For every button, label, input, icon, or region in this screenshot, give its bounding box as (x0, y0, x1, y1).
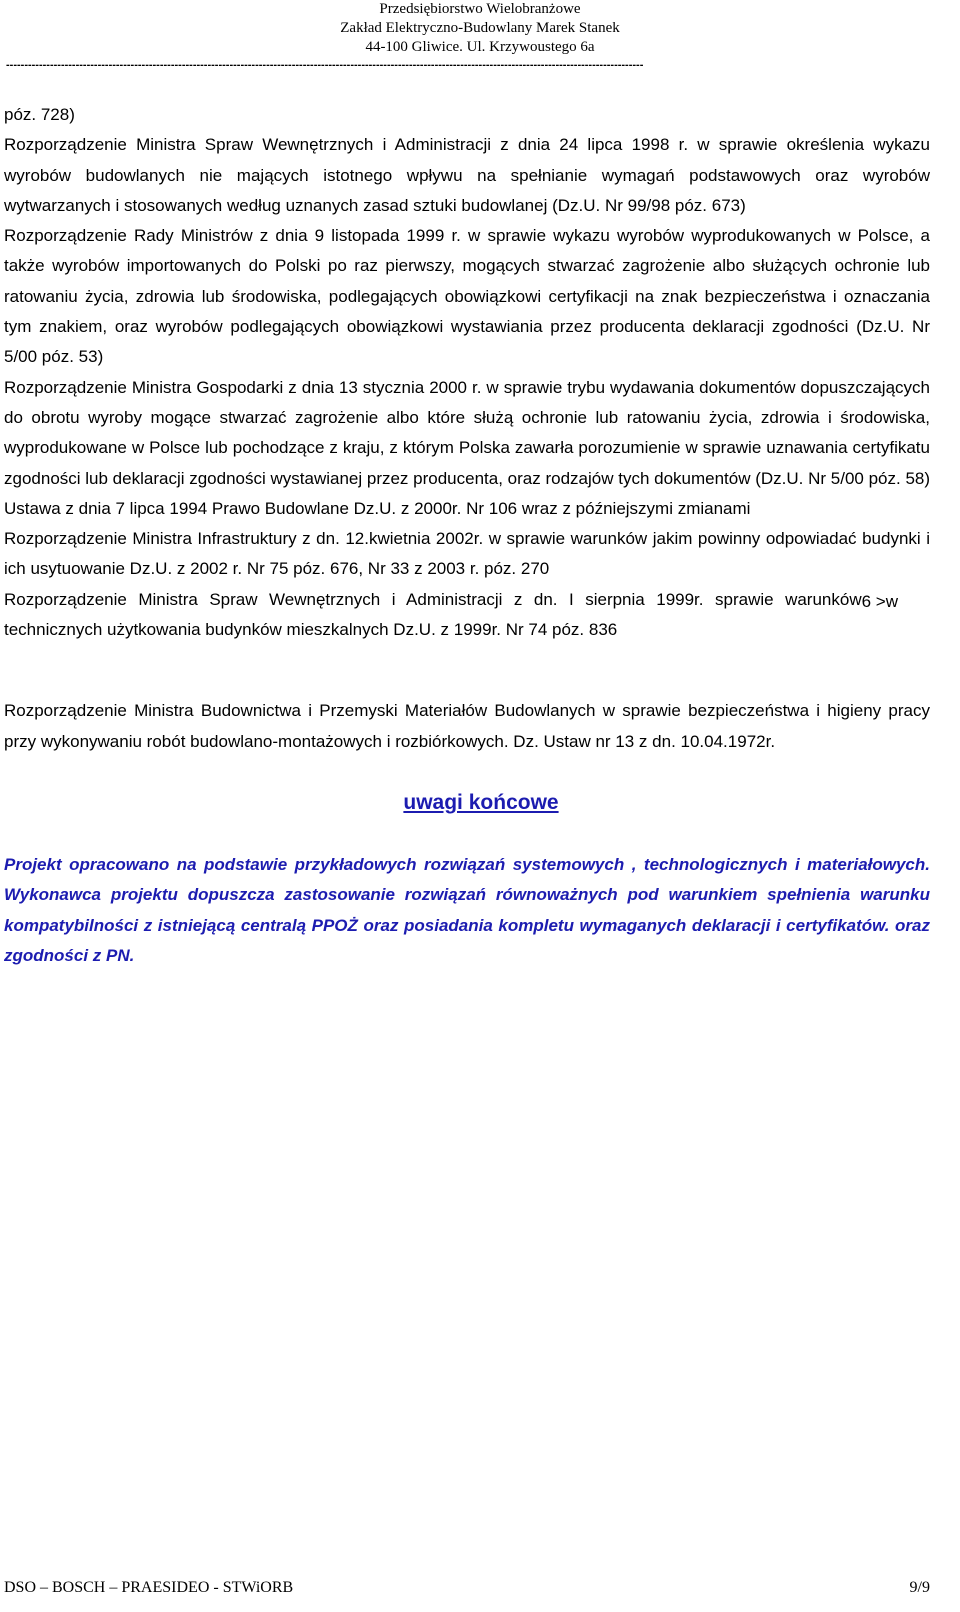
regulation-text: Rozporządzenie Ministra Spraw Wewnętrznych i Administracji z dn. I sierpnia 1999r. sprawie warunków technicznych użytkowania budynków mieszkalnych Dz.U. z 1999r. Nr 74 póz. 836 (4, 589, 862, 640)
spacer (4, 818, 930, 850)
spacer (4, 645, 930, 696)
stray-text: 6 >w (861, 591, 898, 611)
regulation-paragraph: Rozporządzenie Ministra Spraw Wewnętrznych i Administracji z dnia 24 lipca 1998 r. w sprawie określenia wykazu wyrobów budowlanych nie mających istotnego wpływu na spełnianie wymagań podstawowych oraz wyrobów wytwarzanych i stosowanych według uznanych zasad sztuki budowlanej (Dz.U. Nr 99/98 póz. 673) (4, 135, 930, 215)
header-address: 44-100 Gliwice. Ul. Krzywoustego 6a (365, 39, 595, 55)
page-footer (4, 1578, 930, 1598)
regulation-paragraph: Rozporządzenie Rady Ministrów z dnia 9 listopada 1999 r. w sprawie wykazu wyrobów wyprodukowanych w Polsce, a także wyrobów importowanych do Polski po raz pierwszy, mogących stwarzać zagrożenie albo służących ochronie lub ratowaniu życia, zdrowia lub środowiska, podlegających obowiązkowi certyfikacji na znak bezpieczeństwa i oznaczania tym znakiem, oraz wyrobów podlegających obowiązkowi wystawiania przez producenta deklaracji zgodności (Dz.U. Nr 5/00 póz. 53) (4, 226, 930, 367)
closing-remarks: Projekt opracowano na podstawie przykładowych rozwiązań systemowych , technologicznych i materiałowych. Wykonawca projektu dopuszcza zastosowanie rozwiązań równoważnych pod warunkiem spełnienia warunku kompatybilności z istniejącą centralą PPOŻ oraz posiadania kompletu wymaganych deklaracji i certyfikatów. oraz zgodności z PN. (4, 854, 930, 965)
header-company-name: Przedsiębiorstwo Wielobranżowe (379, 1, 581, 17)
document-body (4, 100, 930, 971)
regulation-paragraph: Rozporządzenie Ministra Gospodarki z dnia 13 stycznia 2000 r. w sprawie trybu wydawania dokumentów dopuszczających do obrotu wyroby mogące stwarzać zagrożenie albo które służą ochronie lub ratowaniu życia, zdrowia i środowiska, wyprodukowane w Polsce lub pochodzące z kraju, z którym Polska zawarła porozumienie w sprawie uznawania certyfikatu zgodności lub deklaracji zgodności wystawianej przez producenta, oraz rodzajów tych dokumentów (Dz.U. Nr 5/00 póz. 58) (4, 377, 931, 488)
header-dashed-rule: ------------------------------------------------------------------------------------------------------------------------------------------------------------------------------ (6, 59, 644, 71)
regulation-paragraph: Rozporządzenie Ministra Infrastruktury z dn. 12.kwietnia 2002r. w sprawie warunków jakim powinny odpowiadać budynki i ich usytuowanie Dz.U. z 2002 r. Nr 75 póz. 676, Nr 33 z 2003 r. póz. 270 (4, 529, 930, 579)
regulation-paragraph: Rozporządzenie Ministra Budownictwa i Przemyski Materiałów Budowlanych w sprawie bezpieczeństwa i higieny pracy przy wykonywaniu robót budowlano-montażowych i rozbiórkowych. Dz. Ustaw nr 13 z dn. 10.04.1972r. (4, 701, 930, 751)
regulation-paragraph: Ustawa z dnia 7 lipca 1994 Prawo Budowlane Dz.U. z 2000r. Nr 106 wraz z późniejszymi zmianami (4, 498, 751, 518)
page-header (0, 0, 960, 57)
closing-title: uwagi końcowe (403, 790, 559, 814)
footer-page-number: 9/9 (909, 1579, 930, 1596)
reference-fragment: póz. 728) (4, 105, 75, 124)
footer-document-title: DSO – BOSCH – PRAESIDEO - STWiORB (4, 1579, 294, 1596)
spacer (4, 757, 930, 788)
header-company-subtitle: Zakład Elektryczno-Budowlany Marek Stanek (340, 20, 620, 36)
regulation-paragraph (4, 585, 930, 646)
